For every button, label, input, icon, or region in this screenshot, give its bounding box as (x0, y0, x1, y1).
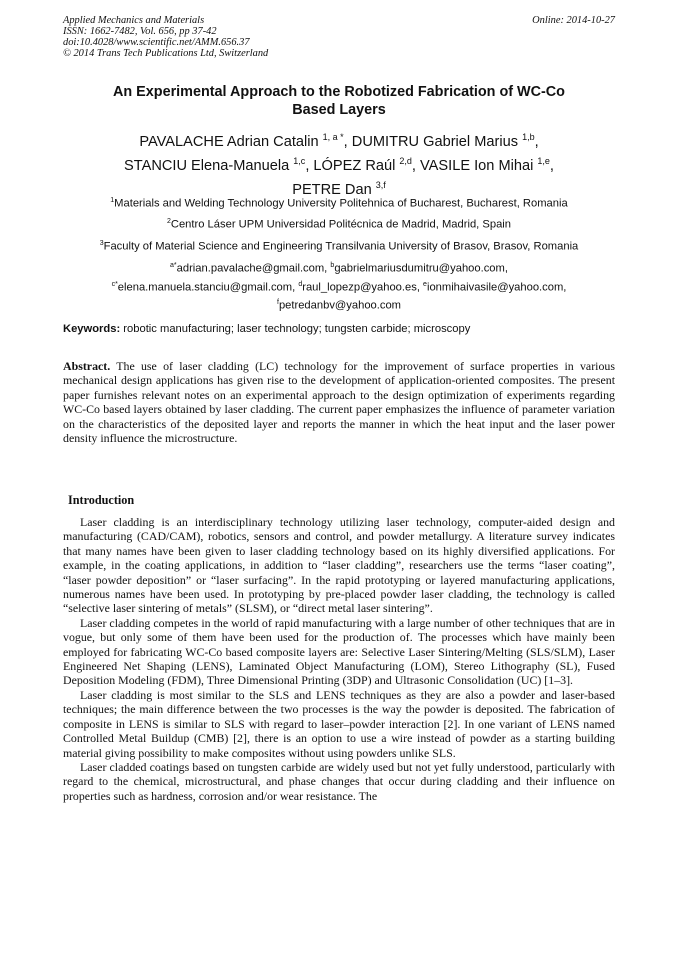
online-date: Online: 2014-10-27 (532, 15, 615, 26)
author-separator: , (549, 157, 554, 174)
keywords (63, 322, 470, 336)
email-sup: b (330, 262, 335, 269)
author-list (70, 128, 608, 200)
paragraph: Laser cladding competes in the world of rapid manufacturing with a large number of other techniques that are in vogue, but only some of them have been used for the production of. The processes which have mainly been employed for fabricating WC-Co based composite layers are: Selective Laser Sintering/Melting (SLS/SLM), Laser Engineered Net Shaping (LENS), Laminated Object Manufacturing (LOM), Stereo Lithography (SL), Fused Deposition Modeling (FDM), Three Dimensional Printing (3DP) and Ultrasonic Consolidation (UC) [1–3]. (63, 615, 615, 688)
email-line-1 (60, 258, 618, 277)
affiliation-text: Centro Láser UPM Universidad Politécnica de Madrid, Madrid, Spain (170, 218, 512, 231)
author-sup: 3,f (375, 179, 386, 190)
email-block (60, 258, 618, 314)
introduction-body (63, 515, 615, 803)
affiliation-sup: 3 (99, 240, 104, 247)
keywords-label: Keywords: (63, 323, 121, 335)
email-address[interactable]: raul_lopezp@yahoo.es, (302, 281, 424, 294)
email-address[interactable]: gabrielmariusdumitru@yahoo.com, (334, 262, 508, 275)
abstract (63, 359, 615, 445)
abstract-label: Abstract. (63, 359, 111, 373)
email-sup: d (298, 280, 303, 288)
affiliation-text: Materials and Welding Technology University Politehnica of Bucharest, Bucharest, Romania (114, 197, 568, 210)
journal-header (63, 15, 268, 59)
author-name: , LÓPEZ Raúl (305, 157, 396, 174)
copyright-line: © 2014 Trans Tech Publications Ltd, Switzerland (63, 48, 269, 59)
email-line-3 (60, 295, 618, 314)
email-address[interactable]: adrian.pavalache@gmail.com, (176, 262, 331, 275)
paragraph: Laser cladded coatings based on tungsten carbide are widely used but not yet fully understood, particularly with regard to the chemical, microstructural, and phase changes that occur during cladding and their influence on properties such as hardness, corrosion and/or wear resistance. The (63, 759, 615, 803)
author-name: PETRE Dan (292, 181, 372, 198)
paragraph: Laser cladding is most similar to the SLS and LENS techniques as they are also a powder and laser-based techniques; the main difference between the two processes is the way the powder is deposited. The fabrication of composite in LENS is similar to SLS with regard to laser–powder interaction [2]. In one variant of LENS named Controlled Metal Buildup (CMB) [2], there is an option to use a wire instead of powder as a starting building material giving possibility to make composites without using powders unlike SLS. (63, 687, 615, 760)
journal-name: Applied Mechanics and Materials (63, 15, 205, 26)
issn-line: ISSN: 1662-7482, Vol. 656, pp 37-42 (63, 26, 217, 37)
affiliation-sup: 2 (166, 218, 171, 225)
paragraph: Laser cladding is an interdisciplinary technology utilizing laser technology, computer-aided design and manufacturing (CAD/CAM), robotics, sensors and control, and powder metallurgy. A literature survey indicates that many names have been given to laser cladding technology based on its highly diversified applications. For example, in the coating applications, in addition to “laser cladding”, researchers use the terms “laser coating”, “laser powder deposition” or “laser surfacing”. In the rapid prototyping or layered manufacturing applications, numerous names have been used. In prototyping by pre-placed powder laser cladding, the technology is called “selective laser sintering of metals” (SLSM), or “direct metal laser sintering”. (63, 515, 615, 616)
author-sup: 1,e (537, 155, 550, 166)
author-sup: 2,d (399, 155, 412, 166)
email-sup: a* (170, 262, 177, 269)
author-sup: 1, a * (322, 132, 344, 142)
author-line-1 (70, 128, 608, 152)
email-sup: f (276, 299, 279, 307)
author-sup: 1,b (522, 132, 535, 142)
author-separator: , (534, 133, 539, 150)
affiliation-text: Faculty of Material Science and Engineering Transilvania University of Brasov, Brasov, Romania (103, 240, 579, 253)
title-line-1: An Experimental Approach to the Robotized Fabrication of WC-Co (113, 84, 565, 100)
author-name: STANCIU Elena-Manuela (124, 157, 290, 174)
affiliation-1 (60, 194, 618, 211)
affiliation-sup: 1 (110, 197, 115, 204)
email-line-2 (60, 277, 618, 296)
email-address[interactable]: petredanbv@yahoo.com (278, 300, 402, 313)
email-address[interactable]: elena.manuela.stanciu@gmail.com, (117, 281, 299, 294)
author-name: , DUMITRU Gabriel Marius (343, 133, 519, 150)
email-sup: c* (111, 280, 118, 288)
email-sup: e (423, 280, 427, 288)
title-line-2: Based Layers (292, 102, 386, 118)
section-heading-introduction: Introduction (68, 493, 135, 507)
doi-line: doi:10.4028/www.scientific.net/AMM.656.37 (63, 37, 250, 48)
keywords-text: robotic manufacturing; laser technology; tungsten carbide; microscopy (120, 323, 471, 335)
email-address[interactable]: ionmihaivasile@yahoo.com, (426, 281, 567, 294)
affiliation-3 (60, 237, 618, 254)
abstract-text: The use of laser cladding (LC) technology for the improvement of surface properties in various mechanical design applications has given rise to the development of application-oriented composites. The present paper furnishes relevant notes on an experimental approach to the design optimization of experiments regarding WC-Co based layers obtained by laser cladding. The current paper emphasizes the influence of parameter variation on the characteristics of the deposited layer and reports the manner in which the heat input and the laser power density influence the microstructure. (63, 359, 615, 446)
affiliation-2 (60, 215, 618, 232)
author-line-2 (70, 152, 608, 176)
author-sup: 1,c (293, 155, 306, 166)
paper-title (70, 83, 608, 119)
author-name: , VASILE Ion Mihai (411, 157, 534, 174)
author-name: PAVALACHE Adrian Catalin (139, 133, 319, 150)
